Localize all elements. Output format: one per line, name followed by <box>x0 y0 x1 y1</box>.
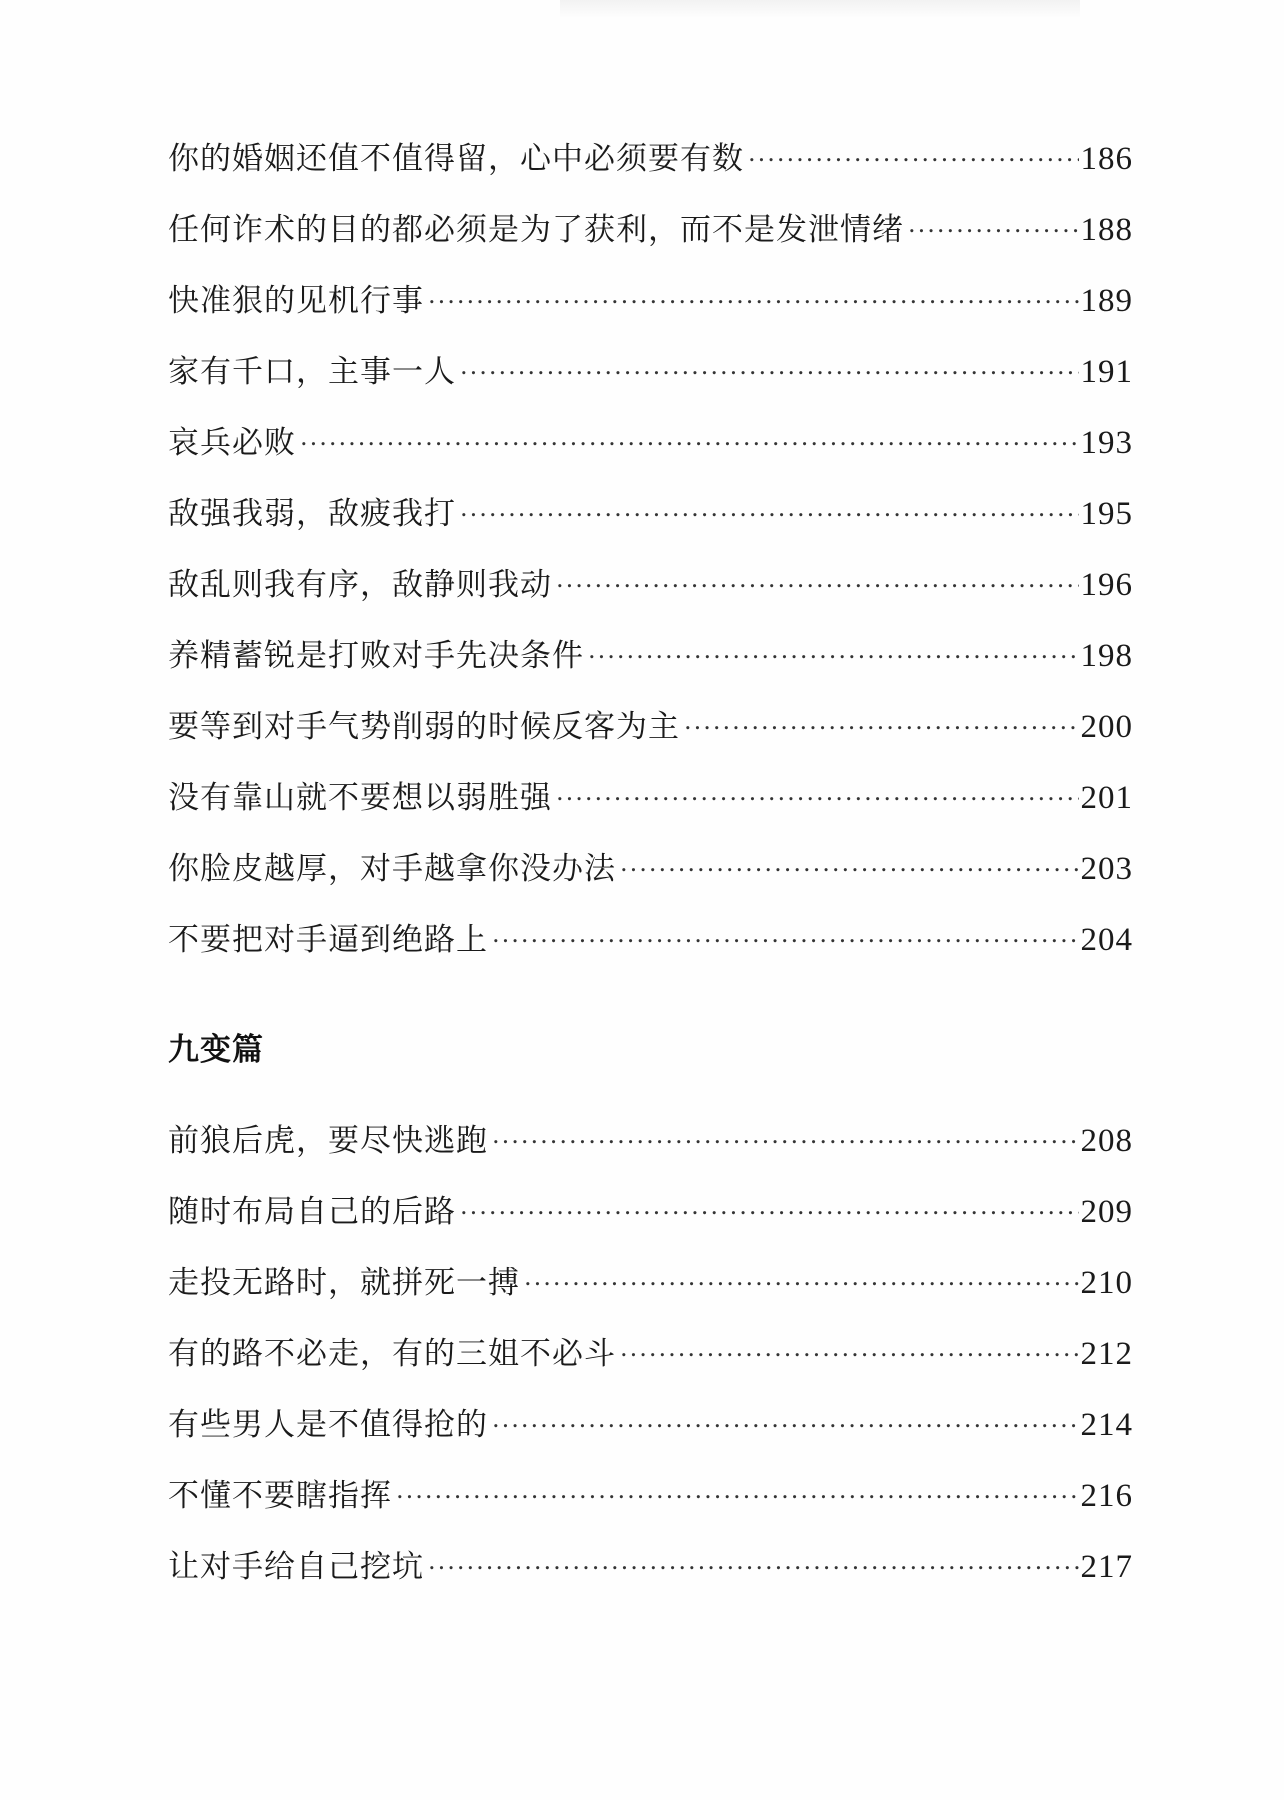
toc-entry-title: 快准狠的见机行事 <box>168 283 424 319</box>
toc-entry <box>168 392 1133 463</box>
toc-entry <box>168 605 1133 676</box>
toc-entry-page: 186 <box>1080 141 1133 177</box>
dot-leader <box>748 133 1079 173</box>
toc-entry <box>168 1445 1133 1516</box>
toc-entry-title: 随时布局自己的后路 <box>168 1194 456 1230</box>
dot-leader <box>620 1328 1079 1368</box>
toc-entry-page: 201 <box>1080 780 1133 816</box>
dot-leader <box>396 1470 1079 1510</box>
toc-entry-title: 任何诈术的目的都必须是为了获利，而不是发泄情绪 <box>168 212 904 248</box>
toc-entry-page: 188 <box>1080 212 1133 248</box>
toc-entry-title: 要等到对手气势削弱的时候反客为主 <box>168 709 680 745</box>
toc-entry <box>168 818 1133 889</box>
section-heading: 九变篇 <box>168 1032 264 1068</box>
toc-entry <box>168 1232 1133 1303</box>
toc-entry <box>168 1516 1133 1587</box>
toc-entry-title: 让对手给自己挖坑 <box>168 1549 424 1585</box>
toc-entry <box>168 1374 1133 1445</box>
dot-leader <box>556 772 1079 812</box>
toc-entry-page: 191 <box>1080 354 1133 390</box>
toc-entry <box>168 250 1133 321</box>
toc-entry <box>168 534 1133 605</box>
toc-list-lower <box>168 1090 1133 1587</box>
toc-entry-title: 哀兵必败 <box>168 425 296 461</box>
toc-entry-page: 209 <box>1080 1194 1133 1230</box>
toc-entry <box>168 1161 1133 1232</box>
dot-leader <box>556 559 1079 599</box>
toc-entry-title: 敌强我弱，敌疲我打 <box>168 496 456 532</box>
scan-smudge <box>560 0 1080 18</box>
dot-leader <box>684 701 1079 741</box>
dot-leader <box>460 346 1079 386</box>
toc-entry <box>168 889 1133 960</box>
toc-entry-title: 敌乱则我有序，敌静则我动 <box>168 567 552 603</box>
toc-entry-title: 不懂不要瞎指挥 <box>168 1478 392 1514</box>
toc-entry-page: 210 <box>1080 1265 1133 1301</box>
toc-entry-page: 195 <box>1080 496 1133 532</box>
toc-entry-title: 你的婚姻还值不值得留，心中必须要有数 <box>168 141 744 177</box>
dot-leader <box>620 843 1079 883</box>
toc-entry-title: 走投无路时，就拼死一搏 <box>168 1265 520 1301</box>
toc-entry <box>168 179 1133 250</box>
toc-entry-page: 203 <box>1080 851 1133 887</box>
toc-entry-page: 200 <box>1080 709 1133 745</box>
toc-entry-title: 养精蓄锐是打败对手先决条件 <box>168 638 584 674</box>
toc-entry-page: 189 <box>1080 283 1133 319</box>
toc-entry-page: 196 <box>1080 567 1133 603</box>
dot-leader <box>588 630 1079 670</box>
dot-leader <box>460 1186 1079 1226</box>
toc-entry-page: 208 <box>1080 1123 1133 1159</box>
dot-leader <box>300 417 1079 457</box>
dot-leader <box>428 1541 1079 1581</box>
dot-leader <box>460 488 1079 528</box>
toc-entry-title: 有些男人是不值得抢的 <box>168 1407 488 1443</box>
dot-leader <box>492 914 1079 954</box>
toc-entry-title: 家有千口，主事一人 <box>168 354 456 390</box>
dot-leader <box>524 1257 1079 1297</box>
toc-entry-page: 216 <box>1080 1478 1133 1514</box>
toc-entry <box>168 676 1133 747</box>
toc-entry-page: 193 <box>1080 425 1133 461</box>
dot-leader <box>908 204 1079 244</box>
toc-entry-page: 212 <box>1080 1336 1133 1372</box>
toc-entry <box>168 321 1133 392</box>
toc-entry-title: 前狼后虎，要尽快逃跑 <box>168 1123 488 1159</box>
toc-entry <box>168 1303 1133 1374</box>
toc-entry-page: 214 <box>1080 1407 1133 1443</box>
toc-entry <box>168 1090 1133 1161</box>
toc-entry-title: 不要把对手逼到绝路上 <box>168 922 488 958</box>
dot-leader <box>428 275 1079 315</box>
toc-entry <box>168 747 1133 818</box>
toc-entry <box>168 108 1133 179</box>
toc-entry <box>168 463 1133 534</box>
toc-entry-title: 有的路不必走，有的三姐不必斗 <box>168 1336 616 1372</box>
toc-entry-title: 你脸皮越厚，对手越拿你没办法 <box>168 851 616 887</box>
dot-leader <box>492 1399 1079 1439</box>
toc-entry-page: 198 <box>1080 638 1133 674</box>
toc-list-upper <box>168 108 1133 960</box>
toc-entry-title: 没有靠山就不要想以弱胜强 <box>168 780 552 816</box>
dot-leader <box>492 1115 1079 1155</box>
toc-entry-page: 217 <box>1080 1549 1133 1585</box>
toc-entry-page: 204 <box>1080 922 1133 958</box>
